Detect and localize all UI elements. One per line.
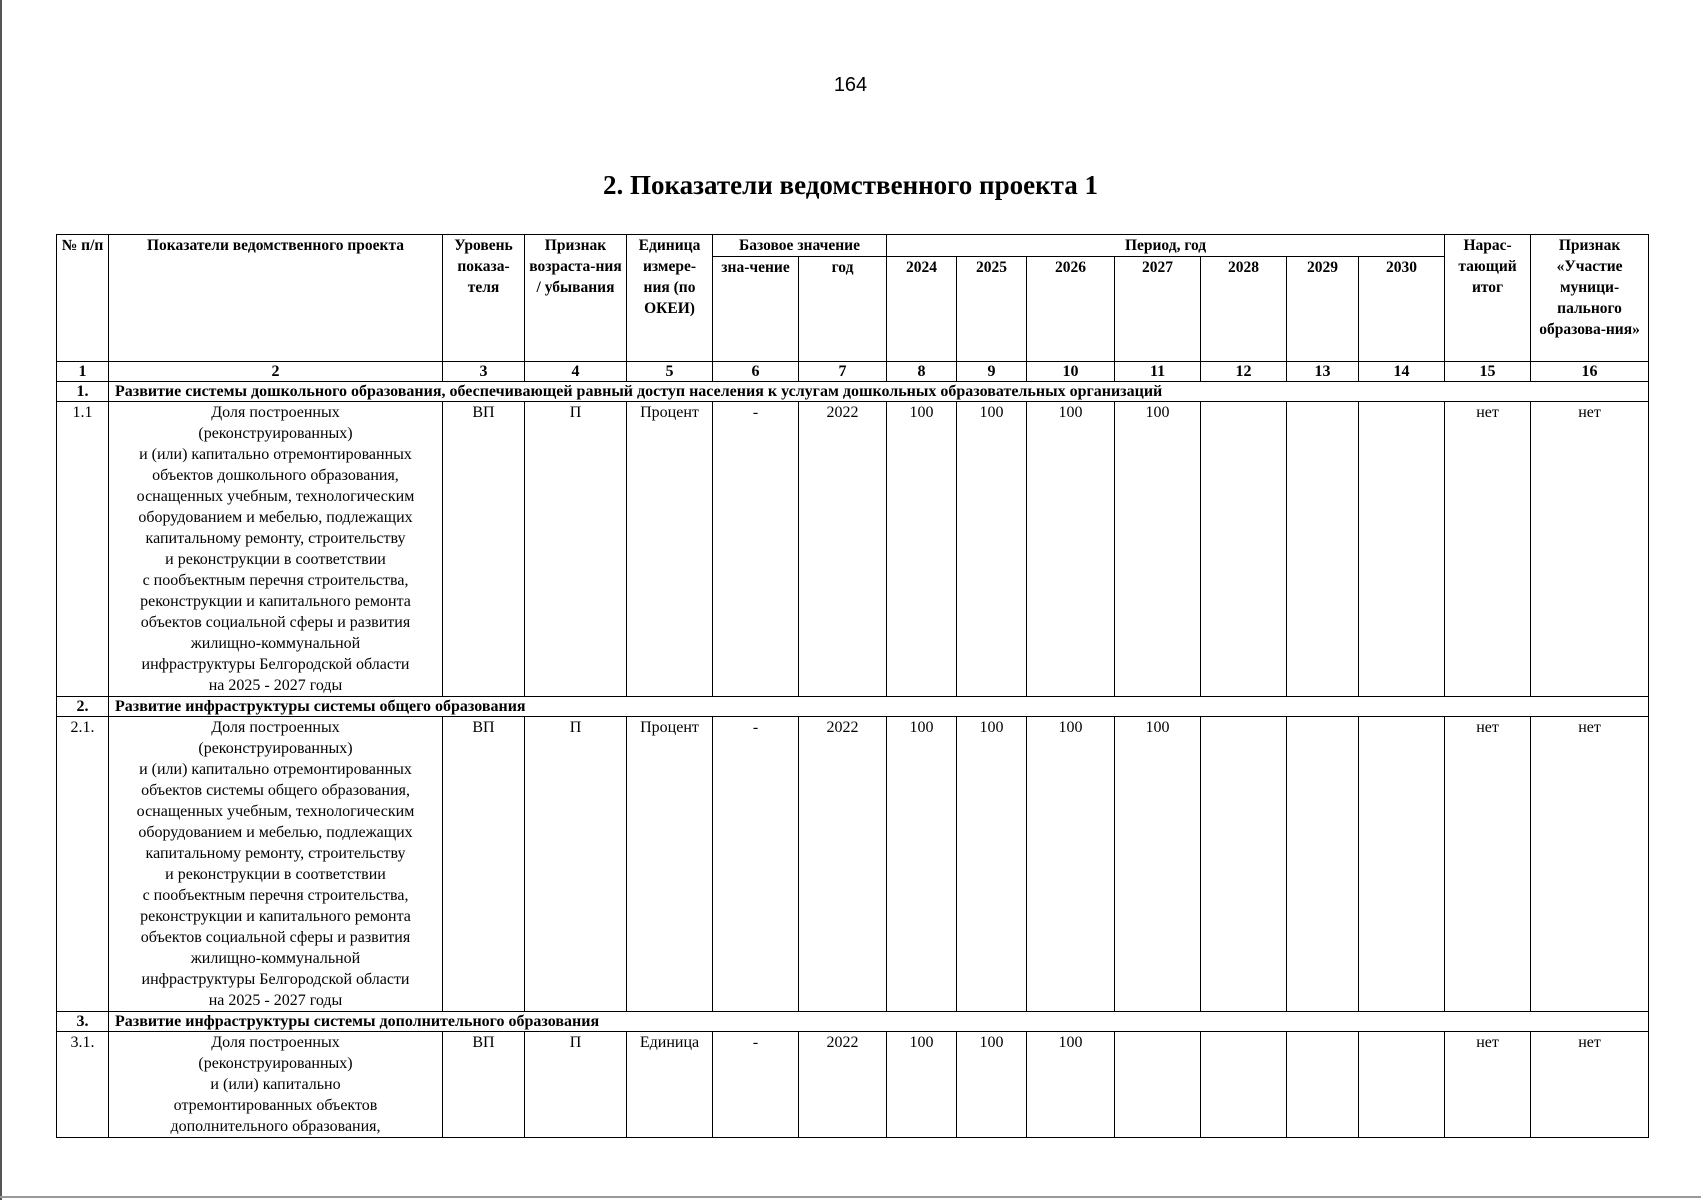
column-number: 13 [1287,362,1359,382]
cell-cumulative: нет [1445,402,1531,697]
cell-level: ВП [443,1032,525,1138]
column-number: 3 [443,362,525,382]
column-number: 9 [957,362,1027,382]
section-row [57,382,1649,402]
column-number-row [57,362,1649,382]
column-number: 7 [799,362,887,382]
header-level: Уровень показа-теля [443,235,525,362]
section-number: 3. [57,1012,109,1032]
header-year-2027: 2027 [1115,257,1201,362]
header-municipal: Признак «Участие муници-пального образова-ния» [1531,235,1649,362]
scan-bottom-edge [0,1196,1701,1198]
section-name: Развитие системы дошкольного образования, обеспечивающей равный доступ населения к услугам дошкольных образовательных организаций [109,382,1649,402]
cell-cumulative: нет [1445,1032,1531,1138]
column-number: 12 [1201,362,1287,382]
column-number: 11 [1115,362,1201,382]
column-number: 6 [713,362,799,382]
cell-unit: Процент [627,402,713,697]
row-number: 1.1 [57,402,109,697]
cell-trend: П [525,717,627,1012]
cell-municipal: нет [1531,402,1649,697]
section-name: Развитие инфраструктуры системы общего образования [109,697,1649,717]
document-title: 2. Показатели ведомственного проекта 1 [603,170,1098,200]
header-year-2030: 2030 [1359,257,1445,362]
cell-2027: 100 [1115,402,1201,697]
column-number: 8 [887,362,957,382]
cell-2027: 100 [1115,717,1201,1012]
indicator-name: Доля построенных (реконструированных) и (или) капитально отремонтированных объектов системы общего образования, оснащенных учебным, технологическим оборудованием и мебелью, подлежащих капитальному ремонту, строительству и реконструкции в соответствии с пообъектным перечня строительства, реконструкции и капитального ремонта объектов социальной сферы и развития жилищно-коммунальной инфраструктуры Белгородской области на 2025 - 2027 годы [109,717,443,1012]
column-number: 10 [1027,362,1115,382]
cell-base-value: - [713,1032,799,1138]
cell-municipal: нет [1531,1032,1649,1138]
cell-unit: Процент [627,717,713,1012]
cell-2028 [1201,402,1287,697]
column-number: 15 [1445,362,1531,382]
page-number: 164 [833,74,868,96]
column-number: 4 [525,362,627,382]
header-period-group: Период, год [887,235,1445,257]
cell-2027 [1115,1032,1201,1138]
cell-municipal: нет [1531,717,1649,1012]
cell-2028 [1201,1032,1287,1138]
header-num: № п/п [57,235,109,362]
section-number: 2. [57,697,109,717]
cell-2030 [1359,402,1445,697]
row-number: 2.1. [57,717,109,1012]
header-cumulative: Нарас-тающий итог [1445,235,1531,362]
cell-2025: 100 [957,402,1027,697]
cell-2029 [1287,402,1359,697]
header-year-2029: 2029 [1287,257,1359,362]
cell-2024: 100 [887,717,957,1012]
cell-level: ВП [443,402,525,697]
header-base-year: год [799,257,887,362]
column-number: 5 [627,362,713,382]
cell-2026: 100 [1027,717,1115,1012]
cell-trend: П [525,402,627,697]
header-row-1 [57,235,1649,257]
cell-cumulative: нет [1445,717,1531,1012]
cell-2024: 100 [887,402,957,697]
header-year-2024: 2024 [887,257,957,362]
cell-trend: П [525,1032,627,1138]
header-base-value: зна-чение [713,257,799,362]
column-number: 1 [57,362,109,382]
cell-base-year: 2022 [799,1032,887,1138]
cell-2024: 100 [887,1032,957,1138]
header-year-2028: 2028 [1201,257,1287,362]
header-base-group: Базовое значение [713,235,887,257]
section-row [57,697,1649,717]
header-unit: Единица измере-ния (по ОКЕИ) [627,235,713,362]
cell-level: ВП [443,717,525,1012]
cell-base-value: - [713,402,799,697]
indicator-name: Доля построенных (реконструированных) и (или) капитально отремонтированных объектов дополнительного образования, [109,1032,443,1138]
cell-2030 [1359,1032,1445,1138]
table-row [57,402,1649,697]
cell-base-year: 2022 [799,402,887,697]
column-number: 16 [1531,362,1649,382]
cell-2030 [1359,717,1445,1012]
header-year-2025: 2025 [957,257,1027,362]
indicators-table [56,234,1649,1138]
cell-2028 [1201,717,1287,1012]
cell-2029 [1287,717,1359,1012]
cell-2025: 100 [957,1032,1027,1138]
header-trend: Признак возраста-ния / убывания [525,235,627,362]
indicator-name: Доля построенных (реконструированных) и (или) капитально отремонтированных объектов дошкольного образования, оснащенных учебным, технологическим оборудованием и мебелью, подлежащих капитальному ремонту, строительству и реконструкции в соответствии с пообъектным перечня строительства, реконструкции и капитального ремонта объектов социальной сферы и развития жилищно-коммунальной инфраструктуры Белгородской области на 2025 - 2027 годы [109,402,443,697]
cell-base-value: - [713,717,799,1012]
cell-2026: 100 [1027,1032,1115,1138]
section-name: Развитие инфраструктуры системы дополнительного образования [109,1012,1649,1032]
section-number: 1. [57,382,109,402]
cell-2029 [1287,1032,1359,1138]
column-number: 14 [1359,362,1445,382]
header-indicator: Показатели ведомственного проекта [109,235,443,362]
cell-unit: Единица [627,1032,713,1138]
cell-2025: 100 [957,717,1027,1012]
table-row [57,1032,1649,1138]
row-number: 3.1. [57,1032,109,1138]
cell-2026: 100 [1027,402,1115,697]
table-row [57,717,1649,1012]
column-number: 2 [109,362,443,382]
section-row [57,1012,1649,1032]
cell-base-year: 2022 [799,717,887,1012]
header-year-2026: 2026 [1027,257,1115,362]
